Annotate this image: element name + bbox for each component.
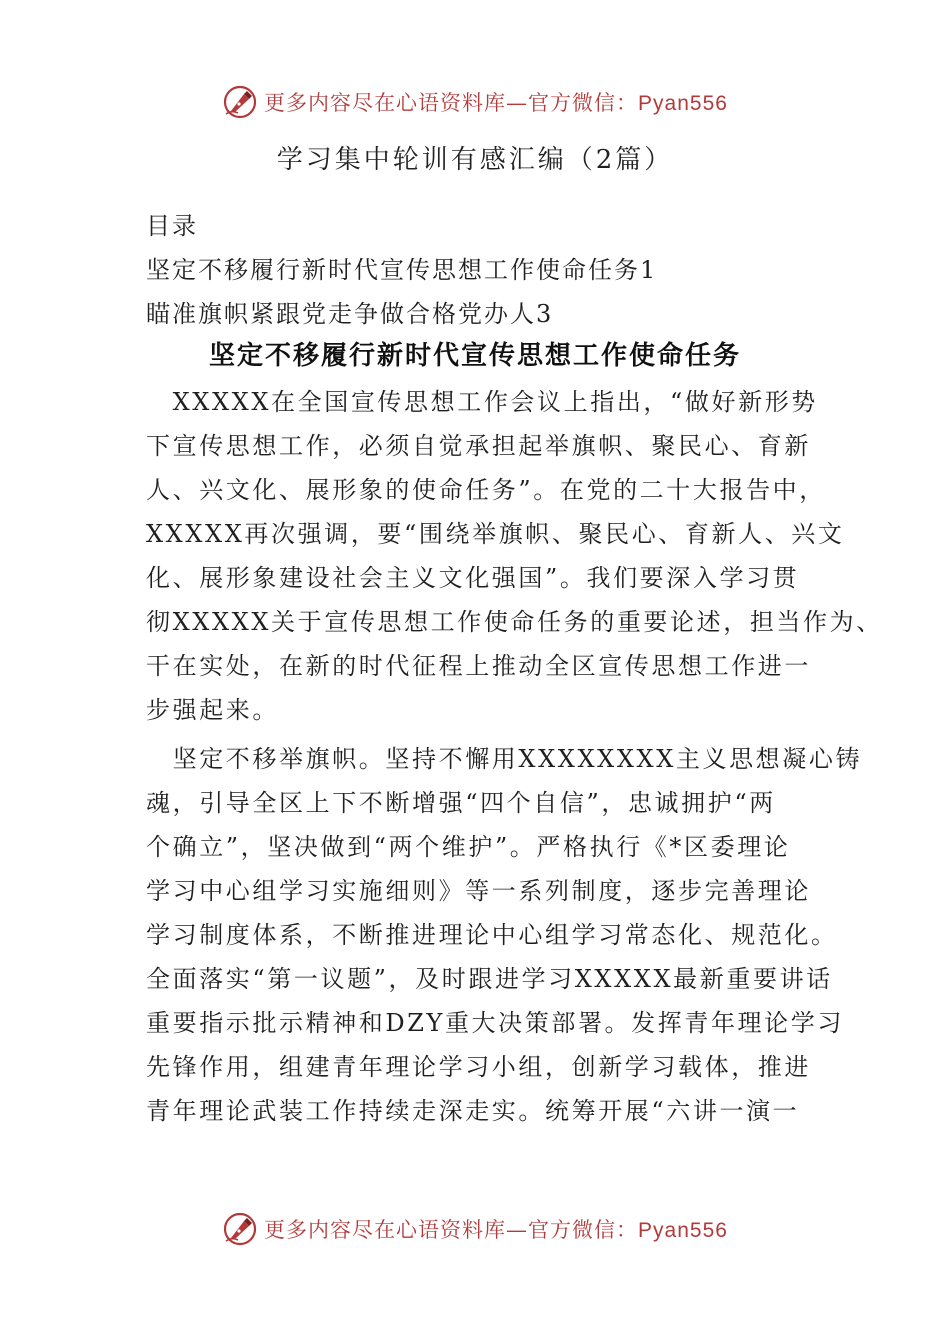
text-line: 化、展形象建设社会主义文化强国”。我们要深入学习贯	[146, 564, 800, 592]
toc-heading: 目录	[146, 212, 198, 240]
text-line: 干在实处，在新的时代征程上推动全区宣传思想工作进一	[146, 652, 811, 680]
table-of-contents	[146, 204, 846, 336]
footer-watermark-banner	[0, 1207, 950, 1251]
paragraph	[146, 380, 883, 732]
text-line: XXXXX再次强调，要“围绕举旗帜、聚民心、育新人、兴文	[146, 520, 845, 548]
toc-item: 坚定不移履行新时代宣传思想工作使命任务1	[146, 256, 658, 284]
document-title: 学习集中轮训有感汇编（2篇）	[276, 145, 674, 175]
text-line: 个确立”，坚决做到“两个维护”。严格执行《*区委理论	[146, 833, 791, 861]
text-line: 魂，引导全区上下不断增强“四个自信”，忠诚拥护“两	[146, 789, 776, 817]
wechat-id: Pyan556	[638, 92, 728, 115]
text-line: 坚定不移举旗帜。坚持不懈用XXXXXXXX主义思想凝心铸	[146, 745, 863, 773]
banner-text	[264, 1214, 728, 1244]
banner-caption: 更多内容尽在心语资料库—官方微信：	[264, 1218, 639, 1242]
text-line: 下宣传思想工作，必须自觉承担起举旗帜、聚民心、育新	[146, 432, 811, 460]
text-line: 青年理论武装工作持续走深走实。统筹开展“六讲一演一	[146, 1097, 800, 1125]
wechat-id: Pyan556	[638, 1219, 728, 1242]
body-text	[146, 380, 883, 1133]
text-line: 先锋作用，组建青年理论学习小组，创新学习载体，推进	[146, 1053, 811, 1081]
banner-caption: 更多内容尽在心语资料库—官方微信：	[264, 91, 639, 115]
text-line: 重要指示批示精神和DZY重大决策部署。发挥青年理论学习	[146, 1009, 844, 1037]
header-watermark-banner	[0, 80, 950, 124]
section-title: 坚定不移履行新时代宣传思想工作使命任务	[208, 341, 741, 371]
toc-item: 瞄准旗帜紧跟党走争做合格党办人3	[146, 300, 554, 328]
text-line: 彻XXXXX关于宣传思想工作使命任务的重要论述，担当作为、	[146, 608, 883, 636]
text-line: 学习制度体系，不断推进理论中心组学习常态化、规范化。	[146, 921, 838, 949]
text-line: 步强起来。	[146, 696, 279, 724]
text-line: XXXXX在全国宣传思想工作会议上指出，“做好新形势	[146, 388, 818, 416]
text-line: 人、兴文化、展形象的使命任务”。在党的二十大报告中，	[146, 476, 826, 504]
banner-text	[264, 87, 728, 117]
text-line: 全面落实“第一议题”，及时跟进学习XXXXX最新重要讲话	[146, 965, 833, 993]
paragraph	[146, 737, 863, 1133]
pen-nib-icon	[222, 1211, 258, 1247]
text-line: 学习中心组学习实施细则》等一系列制度，逐步完善理论	[146, 877, 811, 905]
pen-nib-icon	[222, 84, 258, 120]
